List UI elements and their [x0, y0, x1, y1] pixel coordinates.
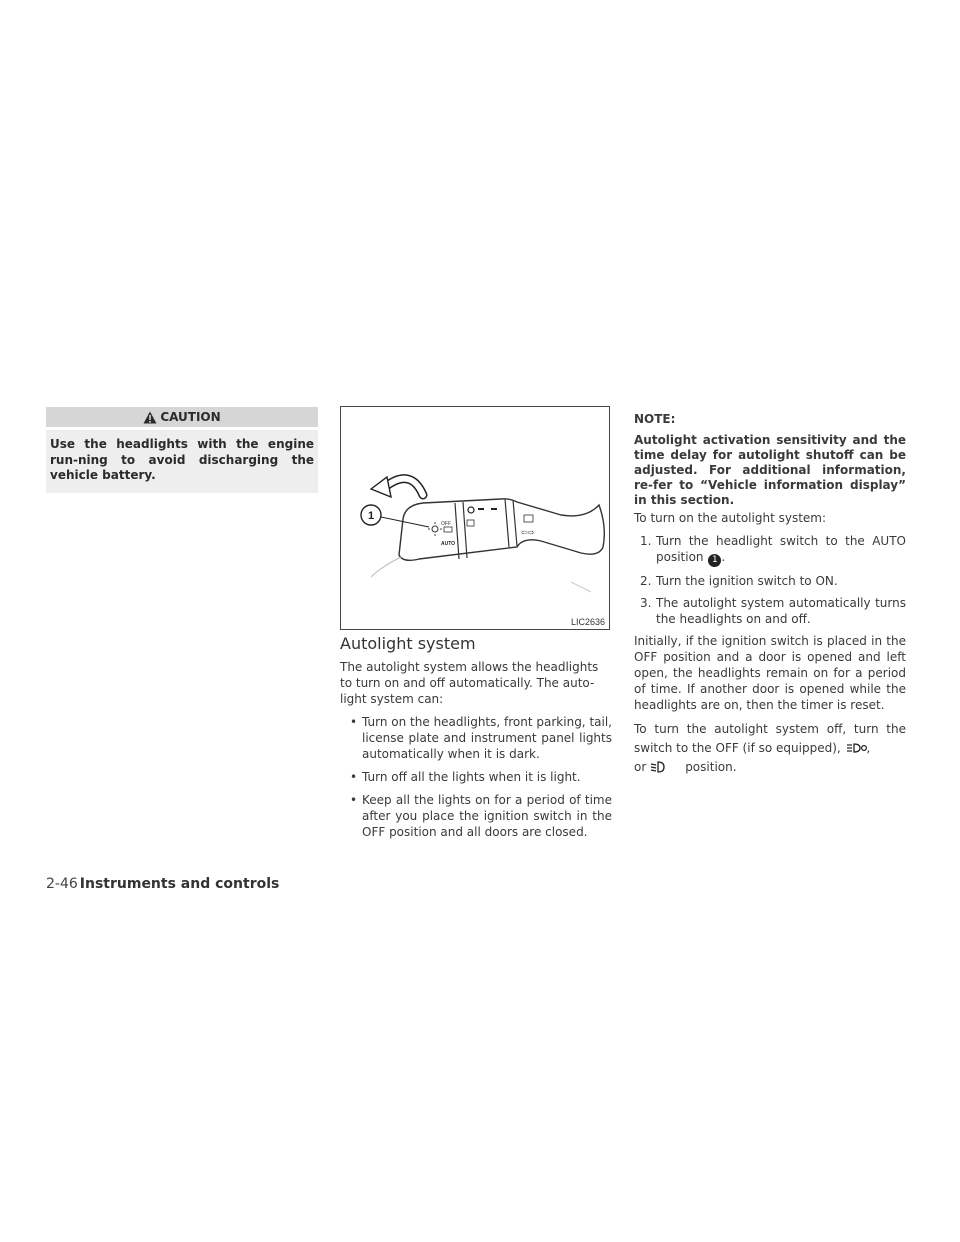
section-title: Autolight system [340, 634, 476, 653]
timer-paragraph: Initially, if the ignition switch is placed in the OFF position and a door is opened and left open, the headlights remain on for a period of time. If another door is opened while the headlights are on, then the timer is reset. [634, 634, 906, 712]
list-item: 2. Turn the ignition switch to ON. [640, 574, 838, 588]
steps-list [634, 533, 906, 627]
caution-title: CAUTION [160, 410, 221, 424]
list-item: • Turn on the headlights, front parking, tail, license plate and instrument panel lights automatically when it is dark. [350, 715, 612, 761]
warning-icon [143, 411, 157, 424]
note-text: Autolight activation sensitivity and the time delay for autolight shutoff can be adjusted. For additional information, re-fer to “Vehicle information display” in this section. [634, 433, 906, 507]
section-intro: The autolight system allows the headlights to turn on and off automatically. The auto-light system can: [340, 660, 599, 706]
figure-id: LIC2636 [570, 617, 605, 627]
page-footer [46, 876, 279, 892]
auto-label: AUTO [441, 541, 456, 547]
callout-number: 1 [367, 510, 375, 522]
caution-header [46, 407, 318, 427]
autolight-section [340, 634, 612, 847]
headlight-stalk-illustration [341, 407, 609, 629]
list-item: • Keep all the lights on for a period of time after you place the ignition switch in the OFF position and all doors are closed. [350, 793, 612, 839]
svg-text:⇦⇨: ⇦⇨ [521, 528, 535, 537]
headlight-switch-figure [340, 406, 610, 630]
note-label: NOTE: [634, 412, 676, 426]
caution-text: Use the headlights with the engine run-ning to avoid discharging the vehicle battery. [46, 430, 318, 493]
list-item: 3. The autolight system automatically turns the headlights on and off. [640, 596, 906, 626]
page-number: 2-46 [46, 876, 78, 892]
caution-box [46, 407, 318, 493]
svg-text:OFF: OFF [441, 521, 451, 527]
chapter-title: Instruments and controls [79, 876, 280, 892]
off-paragraph: To turn the autolight system off, turn the switch to the OFF (if so equipped), , or position. [634, 722, 906, 774]
list-item: 1. Turn the headlight switch to the AUTO position 1 . [640, 534, 906, 565]
position-light-icon [845, 742, 867, 754]
capability-list [340, 714, 612, 840]
headlight-icon [650, 761, 666, 773]
callout-marker: 1 [708, 554, 721, 567]
steps-intro: To turn on the autolight system: [634, 511, 827, 525]
list-item: • Turn off all the lights when it is light. [350, 770, 581, 784]
note-section [634, 412, 906, 784]
